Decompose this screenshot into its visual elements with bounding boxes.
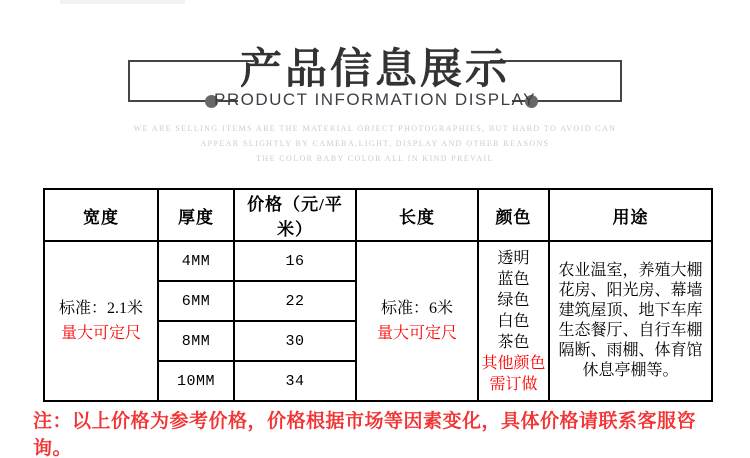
col-header-usage: 用途 bbox=[549, 189, 712, 241]
price-note: 注：以上价格为参考价格，价格根据市场等因素变化，具体价格请联系客服咨询。 bbox=[33, 411, 697, 458]
thickness-value: 8MM bbox=[158, 321, 234, 361]
disclaimer-text bbox=[0, 121, 750, 166]
thickness-value: 6MM bbox=[158, 281, 234, 321]
thickness-value: 4MM bbox=[158, 241, 234, 281]
col-header-price: 价格（元/平米） bbox=[234, 189, 356, 241]
disclaimer-line-1: WE ARE SELLING ITEMS ARE THE MATERIAL OBJECT PHOTOGRAPHIES, BUT HARD TO AVOID CAN bbox=[133, 124, 617, 133]
color-custom-note-2: 需订做 bbox=[489, 375, 538, 393]
color-option: 白色 bbox=[497, 312, 530, 330]
page-title: 产品信息展示 bbox=[239, 45, 510, 92]
usage-text: 农业温室，养殖大棚花房、阳光房、幕墙建筑屋顶、地下车库生态餐厅、自行车棚隔断、雨棚、体育馆休息亭棚等。 bbox=[558, 262, 703, 379]
col-header-color: 颜色 bbox=[478, 189, 549, 241]
price-value: 30 bbox=[234, 321, 356, 361]
thickness-value: 10MM bbox=[158, 361, 234, 401]
col-header-thickness: 厚度 bbox=[158, 189, 234, 241]
length-cell bbox=[356, 241, 478, 401]
color-option: 透明 bbox=[497, 249, 530, 267]
length-custom-note: 量大可定尺 bbox=[376, 325, 457, 342]
length-standard: 标准：6米 bbox=[380, 300, 453, 317]
color-cell bbox=[478, 241, 549, 401]
table-row bbox=[44, 241, 712, 281]
disclaimer-line-3: THE COLOR BABY COLOR ALL IN KIND PREVAIL bbox=[256, 154, 494, 163]
top-edge-artifact bbox=[60, 0, 185, 4]
product-spec-table bbox=[43, 188, 713, 402]
color-option: 蓝色 bbox=[497, 270, 530, 288]
disclaimer-line-2: APPEAR SLIGHTLY BY CAMERA,LIGHT, DISPLAY AND OTHER REASONS bbox=[200, 139, 550, 148]
usage-cell bbox=[549, 241, 712, 401]
width-cell bbox=[44, 241, 158, 401]
table-header-row bbox=[44, 189, 712, 241]
width-standard: 标准：2.1米 bbox=[58, 300, 143, 317]
price-value: 34 bbox=[234, 361, 356, 401]
col-header-width: 宽度 bbox=[44, 189, 158, 241]
color-option: 茶色 bbox=[497, 333, 530, 351]
price-value: 22 bbox=[234, 281, 356, 321]
col-header-length: 长度 bbox=[356, 189, 478, 241]
page-subtitle: PRODUCT INFORMATION DISPLAY bbox=[214, 90, 536, 109]
color-custom-note-1: 其他颜色 bbox=[481, 354, 546, 372]
price-value: 16 bbox=[234, 241, 356, 281]
width-custom-note: 量大可定尺 bbox=[60, 325, 141, 342]
color-option: 绿色 bbox=[497, 291, 530, 309]
